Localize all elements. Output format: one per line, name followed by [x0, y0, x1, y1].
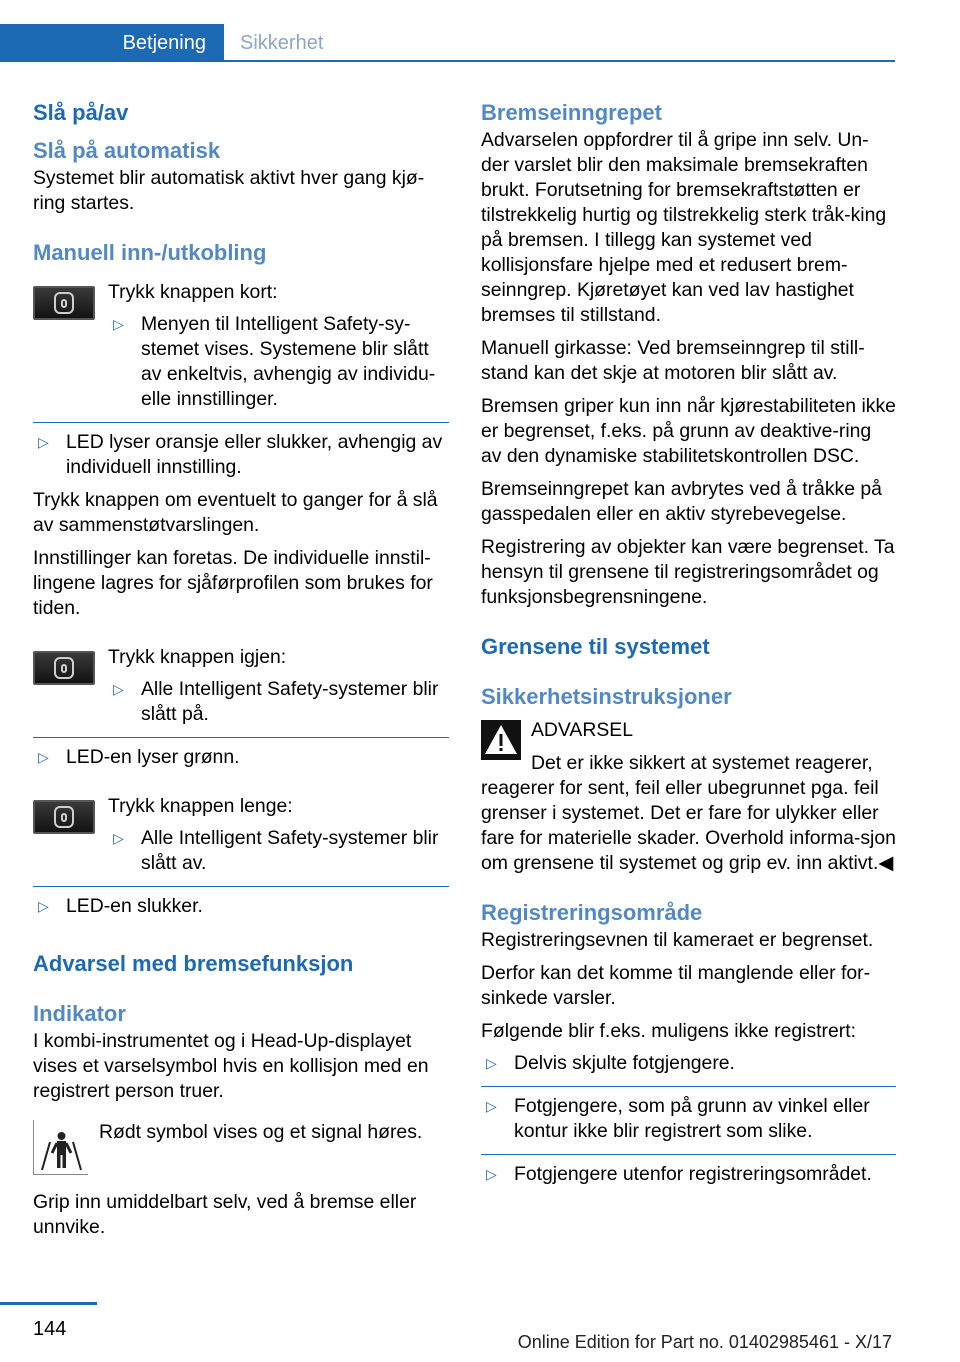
- paragraph-bremse-4: Bremseinngrepet kan avbrytes ved å tråkke på gasspedalen eller en aktiv styrebevegelse.: [481, 478, 882, 525]
- paragraph-reg-1: Registreringsevnen til kameraet er begrenset.: [481, 929, 874, 951]
- press-again-block: [33, 645, 449, 727]
- paragraph-indikator: I kombi-instrumentet og i Head-Up-displayet vises et varselsymbol hvis en kollisjon med en registrert person truer.: [33, 1030, 429, 1102]
- safety-button-icon: [33, 651, 95, 685]
- right-column: [481, 98, 896, 1187]
- heading-sla-pa-av: Slå på/av: [33, 100, 129, 125]
- list-item: ▷ Menyen til Intelligent Safety-sy-stemet vises. Systemene blir slått av enkeltvis, avhengig av individu-elle innstillinger.: [113, 313, 436, 410]
- list-item: ▷ Fotgjengere utenfor registreringsområdet.: [486, 1163, 872, 1185]
- list-item: ▷ Delvis skjulte fotgjengere.: [486, 1052, 735, 1074]
- heading-indikator: Indikator: [33, 1001, 126, 1026]
- tab-betjening[interactable]: Betjening: [0, 24, 224, 62]
- press-long-lead: Trykk knappen lenge:: [108, 795, 293, 817]
- footer-rule: [0, 1302, 97, 1305]
- heading-sikkerhetsinstruksjoner: Sikkerhetsinstruksjoner: [481, 684, 732, 709]
- paragraph-reg-2: Derfor kan det komme til manglende eller for-sinkede varsler.: [481, 962, 871, 1009]
- list-item: ▷ Fotgjengere, som på grunn av vinkel eller kontur ikke blir registrert som slike.: [486, 1095, 870, 1142]
- press-again-lead: Trykk knappen igjen:: [108, 646, 287, 668]
- press-short-block: [33, 280, 449, 412]
- list-item: ▷ Alle Intelligent Safety-systemer blir slått på.: [113, 678, 439, 725]
- safety-button-icon: [33, 800, 95, 834]
- divider: [33, 422, 449, 423]
- tab-sikkerhet[interactable]: Sikkerhet: [240, 32, 324, 54]
- warning-block: [481, 718, 896, 776]
- paragraph-bremse-2: Manuell girkasse: Ved bremseinngrep til still-stand kan det skje at motoren blir slått av.: [481, 337, 865, 384]
- list-item: ▷ Alle Intelligent Safety-systemer blir slått av.: [113, 827, 439, 874]
- heading-advarsel: Advarsel med bremsefunksjon: [33, 951, 354, 976]
- heading-grensene: Grensene til systemet: [481, 634, 710, 659]
- press-short-lead: Trykk knappen kort:: [108, 281, 278, 303]
- triangle-bullet-icon: ▷: [113, 830, 124, 846]
- pedestrian-symbol-block: [33, 1120, 449, 1180]
- list-item: ▷ LED-en lyser grønn.: [38, 746, 240, 768]
- list-item: ▷ LED-en slukker.: [38, 895, 203, 917]
- heading-sla-pa-automatisk: Slå på automatisk: [33, 138, 221, 163]
- paragraph-bremse-5: Registrering av objekter kan være begrenset. Ta hensyn til grensene til registreringsområdet og funksjonsbegrensningene.: [481, 536, 895, 608]
- heading-bremseinngrepet: Bremseinngrepet: [481, 100, 662, 125]
- divider: [481, 1086, 896, 1087]
- triangle-bullet-icon: ▷: [38, 749, 49, 765]
- left-column: [33, 98, 449, 1240]
- paragraph-to-ganger: Trykk knappen om eventuelt to ganger for å slå av sammenstøtvarslingen.: [33, 489, 438, 536]
- divider: [481, 1154, 896, 1155]
- triangle-bullet-icon: ▷: [113, 681, 124, 697]
- divider: [33, 737, 449, 738]
- paragraph-symbol: Rødt symbol vises og et signal høres.: [99, 1121, 423, 1143]
- press-long-block: [33, 794, 449, 876]
- paragraph-grip: Grip inn umiddelbart selv, ved å bremse eller unnvike.: [33, 1191, 417, 1238]
- paragraph-reg-3: Følgende blir f.eks. muligens ikke registrert:: [481, 1020, 857, 1042]
- triangle-bullet-icon: ▷: [486, 1055, 497, 1071]
- paragraph-bremse-3: Bremsen griper kun inn når kjørestabiliteten ikke er begrenset, f.eks. på grunn av deaktive-ring av den dynamiske stabilitetskontrollen DSC.: [481, 395, 896, 467]
- pedestrian-warning-icon: [33, 1120, 88, 1175]
- warning-title: ADVARSEL: [531, 719, 634, 741]
- page-number: 144: [33, 1318, 67, 1340]
- heading-registreringsomrade: Registreringsområde: [481, 900, 703, 925]
- warning-triangle-icon: [481, 720, 521, 760]
- list-item: ▷ LED lyser oransje eller slukker, avhengig av individuell innstilling.: [38, 431, 443, 478]
- triangle-bullet-icon: ▷: [38, 898, 49, 914]
- paragraph-innstillinger: Innstillinger kan foretas. De individuelle innstil-lingene lagres for sjåførprofilen som brukes for tiden.: [33, 547, 433, 619]
- triangle-bullet-icon: ▷: [38, 434, 49, 450]
- triangle-bullet-icon: ▷: [486, 1166, 497, 1182]
- heading-manuell: Manuell inn-/utkobling: [33, 240, 267, 265]
- safety-button-icon: [33, 286, 95, 320]
- edition-text: Online Edition for Part no. 01402985461 - X/17: [517, 1332, 892, 1352]
- paragraph-automatisk: Systemet blir automatisk aktivt hver gang kjø-ring startes.: [33, 167, 425, 214]
- header-rule: [0, 60, 895, 62]
- triangle-bullet-icon: ▷: [486, 1098, 497, 1114]
- divider: [33, 886, 449, 887]
- warning-body: reagerer for sent, feil eller ubegrunnet pga. feil grenser i systemet. Det er fare for ulykker eller fare for materielle skader. Overhold informa-sjon om grensene til systemet og grip ev. inn aktivt.◀: [481, 777, 896, 874]
- paragraph-bremse-1: Advarselen oppfordrer til å gripe inn selv. Un-der varslet blir den maksimale bremsekraften brukt. Forutsetning for bremsekraftstøtten er tilstrekkelig hurtig og tilstrekkelig sterk tråk-king på bremsen. I tillegg kan systemet ved kollisjonsfare hjelpe med et redusert brem-seinngrep. Kjøretøyet kan ved lav hastighet bremses til stillstand.: [481, 129, 887, 326]
- triangle-bullet-icon: ▷: [113, 316, 124, 332]
- warning-first-line: Det er ikke sikkert at systemet reagerer,: [531, 752, 873, 774]
- header-tabs: [0, 24, 895, 62]
